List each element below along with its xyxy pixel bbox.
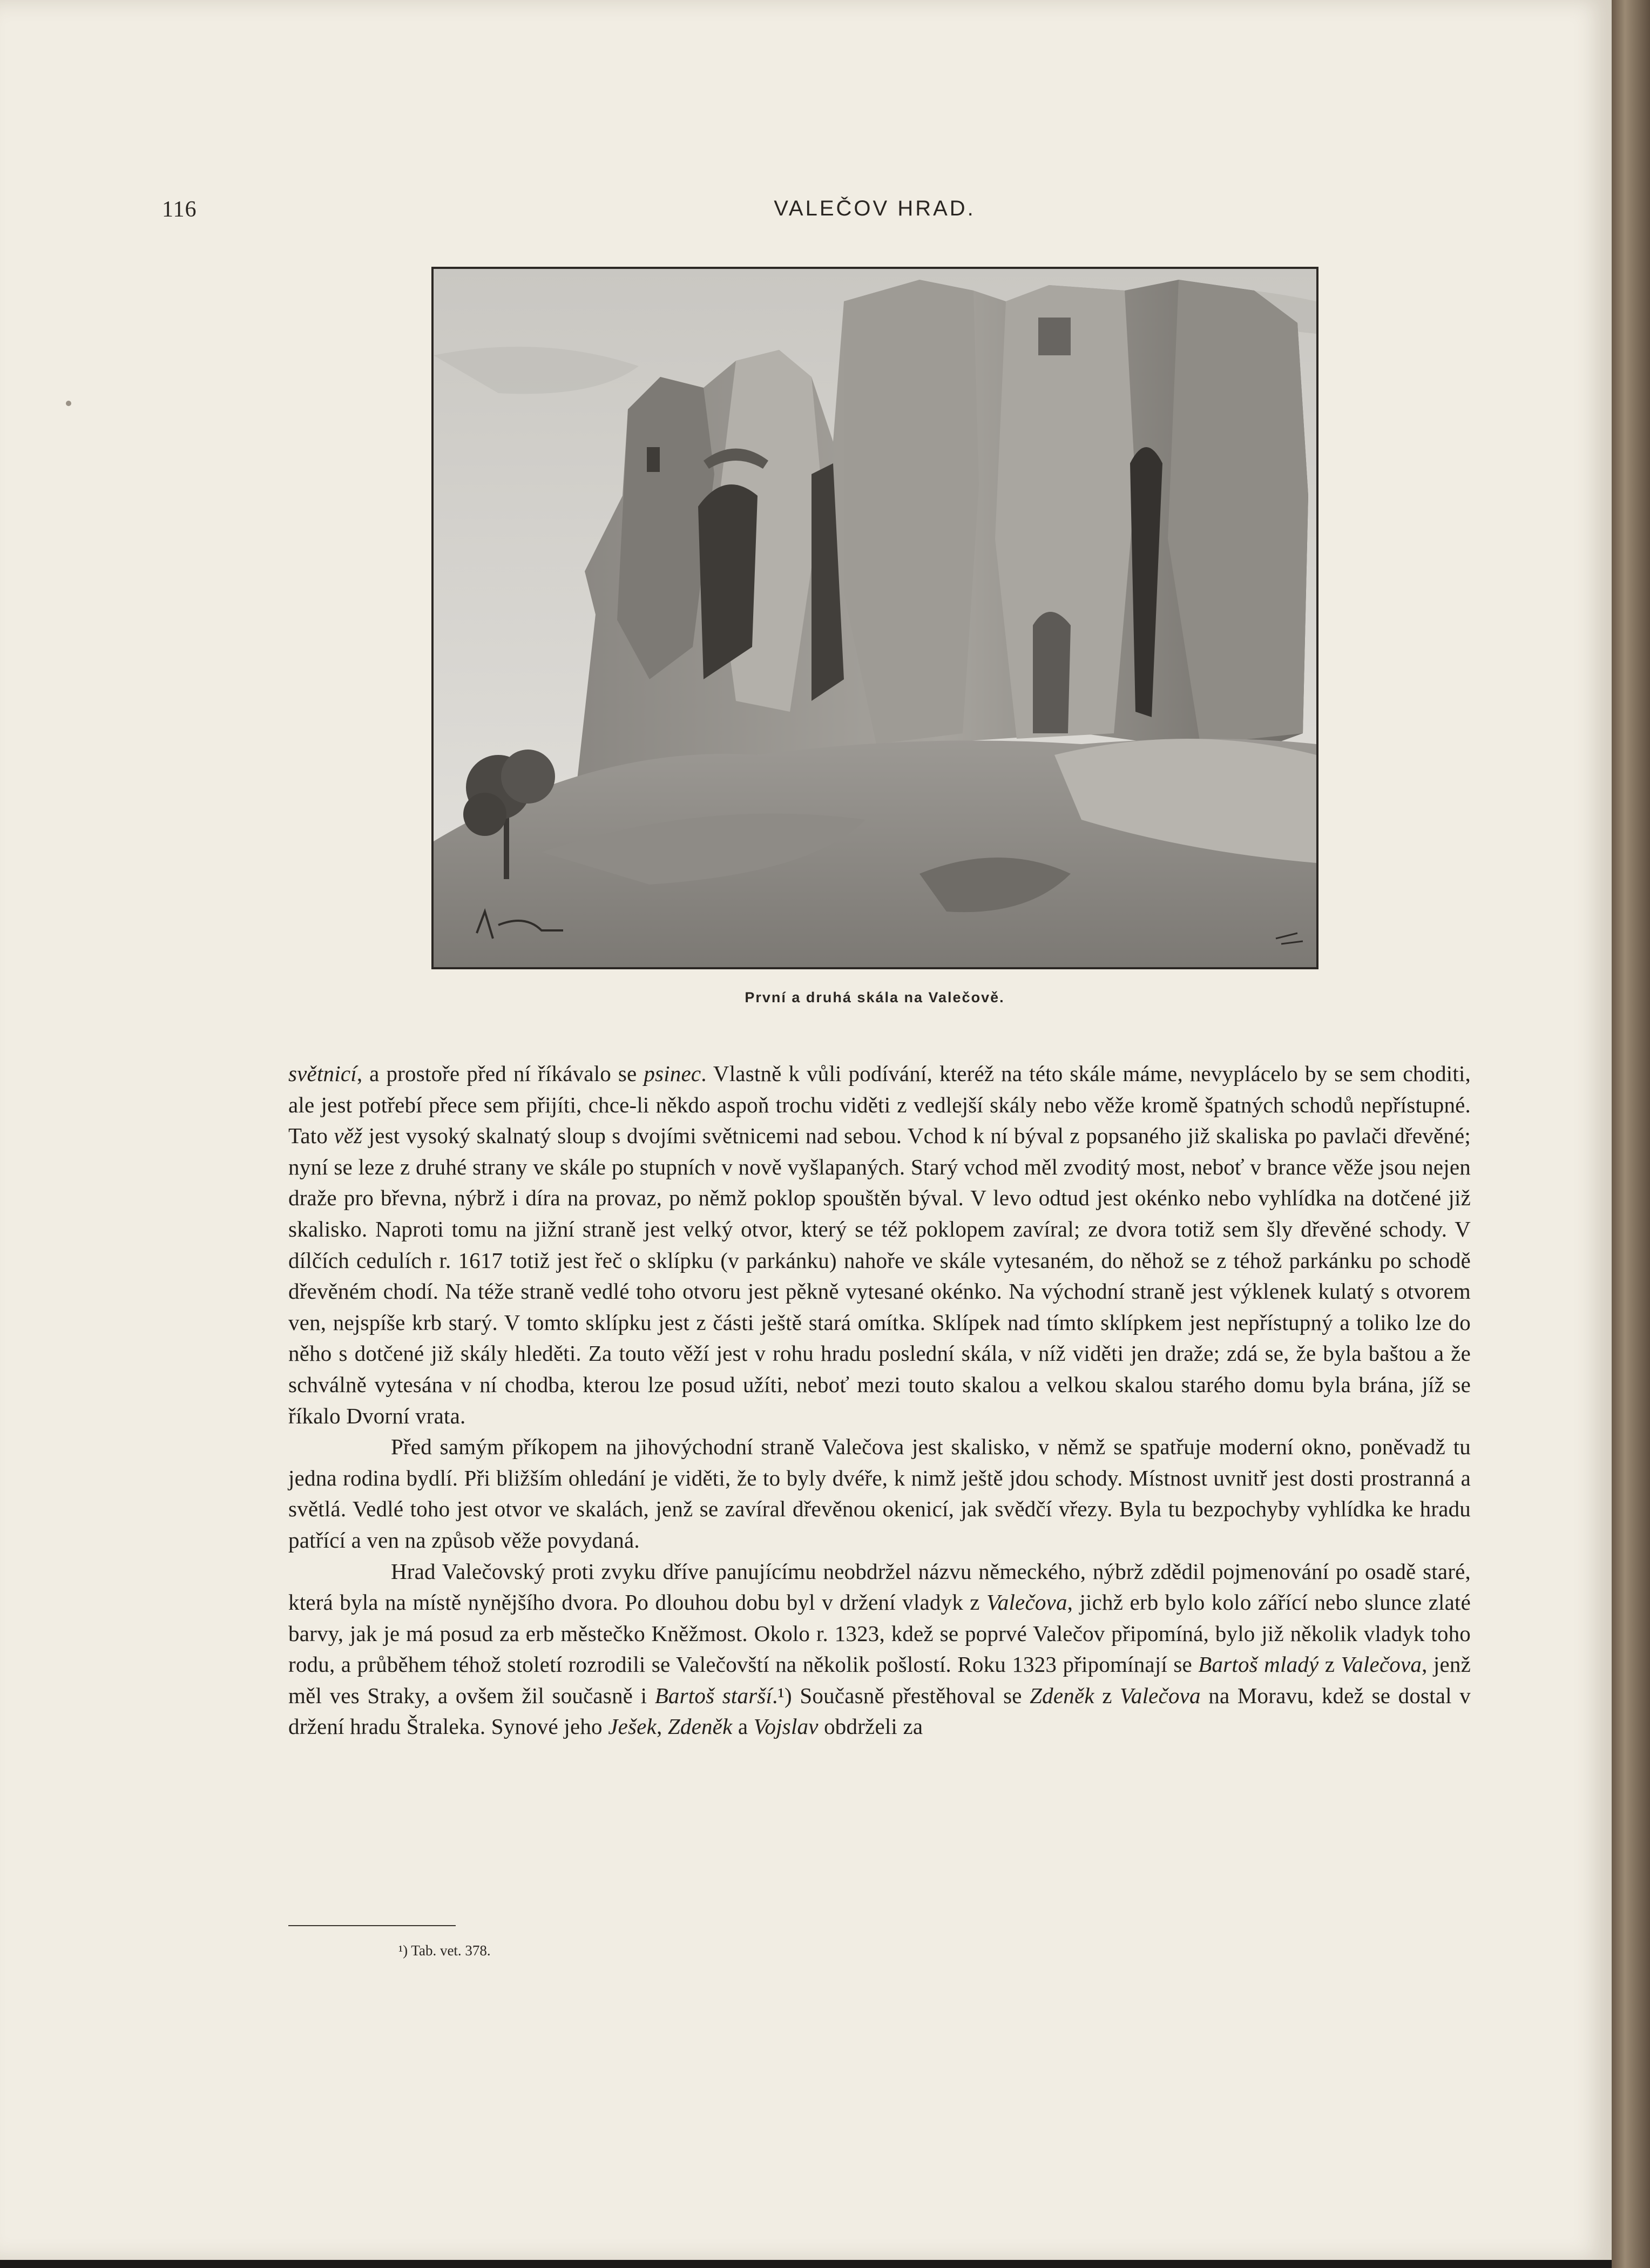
italic-run: Valečova (1341, 1652, 1422, 1677)
italic-run: Ješek (608, 1714, 657, 1739)
text-run: a (732, 1714, 754, 1739)
text-run: , jenž měl ves Straky, a ovšem žil současně i (288, 1652, 1471, 1708)
text-run: z (1318, 1652, 1341, 1677)
footnote-rule (288, 1925, 456, 1926)
text-run: z (1094, 1683, 1120, 1708)
book-edge (1612, 0, 1650, 2268)
italic-run: Valečova (986, 1590, 1067, 1615)
paragraph (288, 1556, 1471, 1743)
text-run: .¹) Současně přestěhoval se (772, 1683, 1030, 1708)
italic-run: psinec (644, 1061, 701, 1086)
text-run: . Vlastně k vůli podívání, kteréž na této skále máme, nevyplácelo by se sem choditi, ale jest potřebí přece sem přijíti, chce-li někdo aspoň trochu viděti z vedlejší skály nebo věže kromě špatných schodů nepřístupné. Tato (288, 1061, 1471, 1149)
text-run: , (656, 1714, 668, 1739)
italic-run: Zdeněk (667, 1714, 733, 1739)
engraving-picture (434, 269, 1316, 967)
figure-caption: První a druhá skála na Valečově. (745, 989, 1005, 1005)
paper-speck (66, 401, 71, 406)
italic-run: Valečova (1120, 1683, 1201, 1708)
text-run: , a prostoře před ní říkávalo se (356, 1061, 644, 1086)
body-text (288, 1058, 1471, 1743)
text-run: jest vysoký skalnatý sloup s dvojími světnicemi nad sebou. Vchod k ní býval z popsaného již skaliska po pavlači dřevěné; nyní se leze z druhé strany ve skále po stupních v nově vyšlapaných. Starý vchod měl zvoditý most, neboť v brance věže jsou nejen draže pro břevna, nýbrž i díra na provaz, po němž poklop spouštěn býval. V levo odtud jest okénko nebo vyhlídka na dotčené již skalisko. Naproti tomu na jižní straně jest velký otvor, který se též poklopem zavíral; ze dvora totiž sem šly dřevěné schody. V dílčích cedulích r. 1617 totiž jest řeč o sklípku (v parkánku) nahoře ve skále vytesaném, do něhož se z téhož parkánku po schodě dřevěném chodí. Na téže straně vedlé toho otvoru jest pěkně vytesané okénko. Na východní straně jest výklenek kulatý s otvorem ven, nejspíše krb starý. V tomto sklípku jest z části ještě stará omítka. Sklípek nad tímto sklípkem jest nepřístupný a toliko lze do něho s dotčené již skály hleděti. Za touto věží jest v rohu hradu poslední skála, v níž viděti jen draže; zdá se, že byla baštou a že schválně vytesána v ní chodba, kterou lze posud užíti, neboť mezi touto skalou a velkou skalou starého domu byla brána, jíž se říkalo Dvorní vrata. (288, 1123, 1471, 1428)
paragraph (288, 1432, 1471, 1556)
running-title: VALEČOV HRAD. (774, 197, 976, 220)
italic-run: Bartoš starší (654, 1683, 773, 1708)
italic-run: světnicí (288, 1061, 357, 1086)
text-run: Hrad Valečovský proti zvyku dříve panujícímu neobdržel názvu německého, nýbrž zdědil pojmenování po osadě staré, která byla na místě nynějšího dvora. Po dlouhou dobu byl v držení vladyk z (288, 1558, 1471, 1615)
paragraph (288, 1058, 1471, 1432)
text-run: obdrželi za (818, 1714, 923, 1739)
italic-run: věž (334, 1123, 363, 1149)
text-run: na Moravu, kdež se dostal v držení hradu Štraleka. Synové jeho (288, 1683, 1471, 1739)
footnote: ¹) Tab. vet. 378. (398, 1942, 491, 1959)
italic-run: Bartoš mladý (1198, 1652, 1319, 1677)
page-number: 116 (162, 197, 197, 222)
italic-run: Zdeněk (1030, 1683, 1094, 1708)
castle-rocks-illustration (431, 267, 1318, 969)
text-run: , jichž erb bylo kolo zářící nebo slunce zlaté barvy, jak je má posud za erb městečko Kněžmost. Okolo r. 1323, kdež se poprvé Valečov připomíná, bylo již několik vladyk toho rodu, a průběhem téhož století rozrodili se Valečovští na několik pošlostí. Roku 1323 připomínají se (288, 1590, 1471, 1677)
italic-run: Vojslav (753, 1714, 819, 1739)
text-run: Před samým příkopem na jihovýchodní straně Valečova jest skalisko, v němž se spatřuje moderní okno, poněvadž tu jedna rodina bydlí. Při bližším ohledání je viděti, že to byly dvéře, k nimž ještě jdou schody. Místnost uvnitř jest dosti prostranná a světlá. Vedlé toho jest otvor ve skalách, jenž se zavíral dřevěnou okenicí, jak svědčí vřezy. Byla tu bezpochyby vyhlídka ke hradu patřící a ven na způsob věže povydaná. (288, 1434, 1471, 1552)
